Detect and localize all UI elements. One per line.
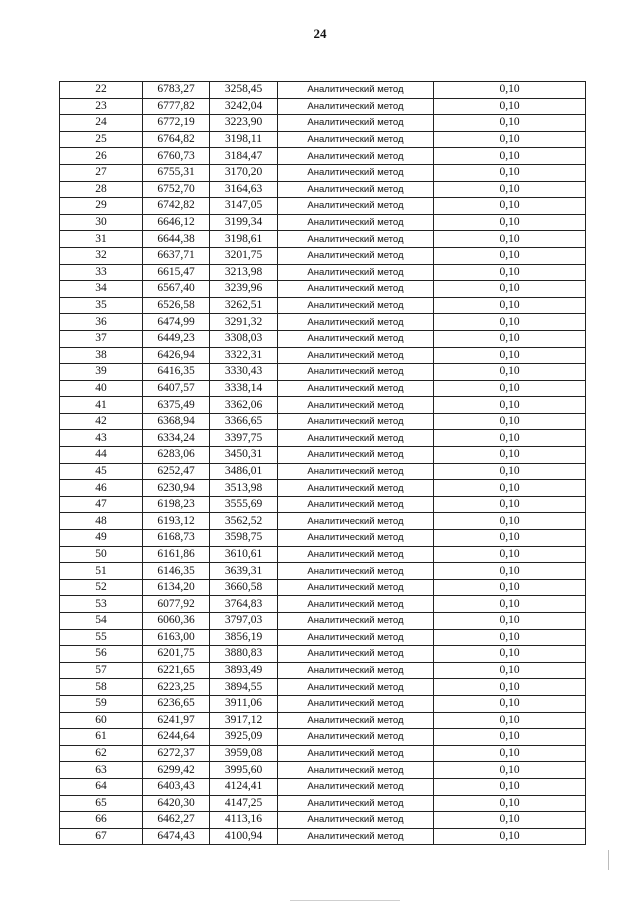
coordinate-x-cell: 6403,43 xyxy=(143,778,210,795)
coordinates-table-body xyxy=(60,82,586,845)
coordinate-x-cell: 6760,73 xyxy=(143,148,210,165)
coordinate-x-cell: 6637,71 xyxy=(143,247,210,264)
coordinate-y-cell: 3995,60 xyxy=(210,762,278,779)
accuracy-cell: 0,10 xyxy=(434,82,586,99)
point-number-cell: 59 xyxy=(60,695,143,712)
coordinate-x-cell: 6615,47 xyxy=(143,264,210,281)
method-cell: Аналитический метод xyxy=(278,447,434,464)
table-row xyxy=(60,795,586,812)
point-number-cell: 63 xyxy=(60,762,143,779)
point-number-cell: 50 xyxy=(60,546,143,563)
scan-artifact-mark xyxy=(608,850,609,870)
coordinate-x-cell: 6060,36 xyxy=(143,613,210,630)
accuracy-cell: 0,10 xyxy=(434,695,586,712)
method-cell: Аналитический метод xyxy=(278,812,434,829)
coordinate-y-cell: 3366,65 xyxy=(210,413,278,430)
coordinate-x-cell: 6252,47 xyxy=(143,463,210,480)
point-number-cell: 65 xyxy=(60,795,143,812)
coordinate-y-cell: 3797,03 xyxy=(210,613,278,630)
coordinate-x-cell: 6420,30 xyxy=(143,795,210,812)
accuracy-cell: 0,10 xyxy=(434,447,586,464)
point-number-cell: 25 xyxy=(60,131,143,148)
method-cell: Аналитический метод xyxy=(278,198,434,215)
table-row xyxy=(60,181,586,198)
coordinate-x-cell: 6077,92 xyxy=(143,596,210,613)
table-row xyxy=(60,463,586,480)
coordinate-x-cell: 6646,12 xyxy=(143,214,210,231)
accuracy-cell: 0,10 xyxy=(434,679,586,696)
accuracy-cell: 0,10 xyxy=(434,795,586,812)
method-cell: Аналитический метод xyxy=(278,513,434,530)
table-row xyxy=(60,729,586,746)
method-cell: Аналитический метод xyxy=(278,530,434,547)
coordinate-y-cell: 3184,47 xyxy=(210,148,278,165)
table-row xyxy=(60,695,586,712)
method-cell: Аналитический метод xyxy=(278,662,434,679)
coordinate-y-cell: 3147,05 xyxy=(210,198,278,215)
coordinate-x-cell: 6236,65 xyxy=(143,695,210,712)
coordinate-y-cell: 3562,52 xyxy=(210,513,278,530)
method-cell: Аналитический метод xyxy=(278,646,434,663)
table-row xyxy=(60,480,586,497)
accuracy-cell: 0,10 xyxy=(434,480,586,497)
point-number-cell: 60 xyxy=(60,712,143,729)
coordinate-x-cell: 6168,73 xyxy=(143,530,210,547)
table-row xyxy=(60,413,586,430)
coordinate-y-cell: 3201,75 xyxy=(210,247,278,264)
table-row xyxy=(60,115,586,132)
accuracy-cell: 0,10 xyxy=(434,596,586,613)
table-row xyxy=(60,496,586,513)
coordinate-y-cell: 3925,09 xyxy=(210,729,278,746)
coordinate-x-cell: 6375,49 xyxy=(143,397,210,414)
coordinate-y-cell: 3764,83 xyxy=(210,596,278,613)
point-number-cell: 39 xyxy=(60,364,143,381)
coordinate-y-cell: 3397,75 xyxy=(210,430,278,447)
point-number-cell: 36 xyxy=(60,314,143,331)
coordinate-x-cell: 6755,31 xyxy=(143,164,210,181)
method-cell: Аналитический метод xyxy=(278,380,434,397)
table-row xyxy=(60,397,586,414)
table-row xyxy=(60,828,586,845)
table-row xyxy=(60,563,586,580)
accuracy-cell: 0,10 xyxy=(434,181,586,198)
method-cell: Аналитический метод xyxy=(278,712,434,729)
coordinate-y-cell: 3362,06 xyxy=(210,397,278,414)
coordinate-y-cell: 3170,20 xyxy=(210,164,278,181)
coordinate-y-cell: 3164,63 xyxy=(210,181,278,198)
accuracy-cell: 0,10 xyxy=(434,729,586,746)
accuracy-cell: 0,10 xyxy=(434,98,586,115)
coordinate-x-cell: 6764,82 xyxy=(143,131,210,148)
point-number-cell: 66 xyxy=(60,812,143,829)
point-number-cell: 41 xyxy=(60,397,143,414)
accuracy-cell: 0,10 xyxy=(434,546,586,563)
point-number-cell: 35 xyxy=(60,297,143,314)
point-number-cell: 40 xyxy=(60,380,143,397)
method-cell: Аналитический метод xyxy=(278,613,434,630)
coordinate-x-cell: 6201,75 xyxy=(143,646,210,663)
table-row xyxy=(60,82,586,99)
accuracy-cell: 0,10 xyxy=(434,231,586,248)
table-row xyxy=(60,347,586,364)
accuracy-cell: 0,10 xyxy=(434,629,586,646)
method-cell: Аналитический метод xyxy=(278,430,434,447)
accuracy-cell: 0,10 xyxy=(434,613,586,630)
coordinate-y-cell: 3513,98 xyxy=(210,480,278,497)
method-cell: Аналитический метод xyxy=(278,546,434,563)
point-number-cell: 42 xyxy=(60,413,143,430)
coordinates-table xyxy=(59,81,586,845)
point-number-cell: 22 xyxy=(60,82,143,99)
coordinate-y-cell: 3322,31 xyxy=(210,347,278,364)
coordinate-x-cell: 6146,35 xyxy=(143,563,210,580)
coordinate-x-cell: 6462,27 xyxy=(143,812,210,829)
coordinate-x-cell: 6407,57 xyxy=(143,380,210,397)
point-number-cell: 27 xyxy=(60,164,143,181)
point-number-cell: 47 xyxy=(60,496,143,513)
table-row xyxy=(60,613,586,630)
coordinate-x-cell: 6474,43 xyxy=(143,828,210,845)
accuracy-cell: 0,10 xyxy=(434,563,586,580)
coordinate-x-cell: 6334,24 xyxy=(143,430,210,447)
method-cell: Аналитический метод xyxy=(278,413,434,430)
point-number-cell: 61 xyxy=(60,729,143,746)
point-number-cell: 43 xyxy=(60,430,143,447)
point-number-cell: 49 xyxy=(60,530,143,547)
point-number-cell: 51 xyxy=(60,563,143,580)
method-cell: Аналитический метод xyxy=(278,762,434,779)
table-row xyxy=(60,98,586,115)
table-row xyxy=(60,264,586,281)
table-row xyxy=(60,364,586,381)
coordinate-x-cell: 6299,42 xyxy=(143,762,210,779)
accuracy-cell: 0,10 xyxy=(434,662,586,679)
method-cell: Аналитический метод xyxy=(278,231,434,248)
table-row xyxy=(60,281,586,298)
point-number-cell: 54 xyxy=(60,613,143,630)
accuracy-cell: 0,10 xyxy=(434,530,586,547)
accuracy-cell: 0,10 xyxy=(434,264,586,281)
coordinate-y-cell: 3258,45 xyxy=(210,82,278,99)
table-row xyxy=(60,812,586,829)
method-cell: Аналитический метод xyxy=(278,828,434,845)
coordinate-y-cell: 3639,31 xyxy=(210,563,278,580)
point-number-cell: 33 xyxy=(60,264,143,281)
coordinate-y-cell: 3308,03 xyxy=(210,330,278,347)
table-row xyxy=(60,198,586,215)
coordinate-y-cell: 4124,41 xyxy=(210,778,278,795)
method-cell: Аналитический метод xyxy=(278,397,434,414)
point-number-cell: 62 xyxy=(60,745,143,762)
coordinate-y-cell: 3213,98 xyxy=(210,264,278,281)
accuracy-cell: 0,10 xyxy=(434,413,586,430)
method-cell: Аналитический метод xyxy=(278,297,434,314)
coordinate-x-cell: 6283,06 xyxy=(143,447,210,464)
accuracy-cell: 0,10 xyxy=(434,778,586,795)
point-number-cell: 45 xyxy=(60,463,143,480)
accuracy-cell: 0,10 xyxy=(434,380,586,397)
coordinate-x-cell: 6449,23 xyxy=(143,330,210,347)
point-number-cell: 37 xyxy=(60,330,143,347)
point-number-cell: 55 xyxy=(60,629,143,646)
coordinate-x-cell: 6163,00 xyxy=(143,629,210,646)
table-row xyxy=(60,513,586,530)
coordinate-y-cell: 3338,14 xyxy=(210,380,278,397)
method-cell: Аналитический метод xyxy=(278,629,434,646)
point-number-cell: 34 xyxy=(60,281,143,298)
accuracy-cell: 0,10 xyxy=(434,115,586,132)
method-cell: Аналитический метод xyxy=(278,330,434,347)
table-row xyxy=(60,530,586,547)
method-cell: Аналитический метод xyxy=(278,778,434,795)
table-row xyxy=(60,629,586,646)
accuracy-cell: 0,10 xyxy=(434,646,586,663)
table-row xyxy=(60,546,586,563)
method-cell: Аналитический метод xyxy=(278,679,434,696)
point-number-cell: 28 xyxy=(60,181,143,198)
coordinate-x-cell: 6161,86 xyxy=(143,546,210,563)
table-row xyxy=(60,297,586,314)
coordinate-x-cell: 6526,58 xyxy=(143,297,210,314)
method-cell: Аналитический метод xyxy=(278,463,434,480)
coordinate-x-cell: 6241,97 xyxy=(143,712,210,729)
method-cell: Аналитический метод xyxy=(278,164,434,181)
point-number-cell: 57 xyxy=(60,662,143,679)
accuracy-cell: 0,10 xyxy=(434,712,586,729)
method-cell: Аналитический метод xyxy=(278,364,434,381)
coordinate-x-cell: 6752,70 xyxy=(143,181,210,198)
point-number-cell: 24 xyxy=(60,115,143,132)
table-row xyxy=(60,247,586,264)
coordinate-y-cell: 3291,32 xyxy=(210,314,278,331)
table-row xyxy=(60,380,586,397)
coordinate-y-cell: 3959,08 xyxy=(210,745,278,762)
accuracy-cell: 0,10 xyxy=(434,762,586,779)
coordinate-x-cell: 6474,99 xyxy=(143,314,210,331)
accuracy-cell: 0,10 xyxy=(434,281,586,298)
coordinate-y-cell: 3198,11 xyxy=(210,131,278,148)
method-cell: Аналитический метод xyxy=(278,729,434,746)
table-row xyxy=(60,131,586,148)
point-number-cell: 52 xyxy=(60,579,143,596)
coordinate-x-cell: 6426,94 xyxy=(143,347,210,364)
coordinate-x-cell: 6368,94 xyxy=(143,413,210,430)
accuracy-cell: 0,10 xyxy=(434,148,586,165)
point-number-cell: 46 xyxy=(60,480,143,497)
coordinate-x-cell: 6772,19 xyxy=(143,115,210,132)
coordinate-y-cell: 3880,83 xyxy=(210,646,278,663)
coordinate-x-cell: 6567,40 xyxy=(143,281,210,298)
coordinate-y-cell: 3486,01 xyxy=(210,463,278,480)
coordinate-y-cell: 3450,31 xyxy=(210,447,278,464)
accuracy-cell: 0,10 xyxy=(434,513,586,530)
coordinate-x-cell: 6272,37 xyxy=(143,745,210,762)
accuracy-cell: 0,10 xyxy=(434,364,586,381)
coordinate-y-cell: 3330,43 xyxy=(210,364,278,381)
table-row xyxy=(60,164,586,181)
point-number-cell: 56 xyxy=(60,646,143,663)
coordinate-y-cell: 3198,61 xyxy=(210,231,278,248)
point-number-cell: 67 xyxy=(60,828,143,845)
point-number-cell: 48 xyxy=(60,513,143,530)
coordinate-x-cell: 6221,65 xyxy=(143,662,210,679)
method-cell: Аналитический метод xyxy=(278,131,434,148)
table-row xyxy=(60,430,586,447)
scan-artifact-line xyxy=(290,900,400,901)
coordinate-y-cell: 3856,19 xyxy=(210,629,278,646)
method-cell: Аналитический метод xyxy=(278,596,434,613)
method-cell: Аналитический метод xyxy=(278,563,434,580)
accuracy-cell: 0,10 xyxy=(434,214,586,231)
accuracy-cell: 0,10 xyxy=(434,496,586,513)
method-cell: Аналитический метод xyxy=(278,314,434,331)
point-number-cell: 26 xyxy=(60,148,143,165)
table-row xyxy=(60,646,586,663)
accuracy-cell: 0,10 xyxy=(434,314,586,331)
accuracy-cell: 0,10 xyxy=(434,430,586,447)
coordinate-y-cell: 3199,34 xyxy=(210,214,278,231)
table-row xyxy=(60,712,586,729)
table-row xyxy=(60,314,586,331)
point-number-cell: 31 xyxy=(60,231,143,248)
accuracy-cell: 0,10 xyxy=(434,579,586,596)
coordinate-y-cell: 4113,16 xyxy=(210,812,278,829)
method-cell: Аналитический метод xyxy=(278,795,434,812)
point-number-cell: 38 xyxy=(60,347,143,364)
point-number-cell: 30 xyxy=(60,214,143,231)
method-cell: Аналитический метод xyxy=(278,695,434,712)
method-cell: Аналитический метод xyxy=(278,247,434,264)
coordinate-y-cell: 3555,69 xyxy=(210,496,278,513)
coordinate-y-cell: 3598,75 xyxy=(210,530,278,547)
accuracy-cell: 0,10 xyxy=(434,297,586,314)
coordinate-y-cell: 3262,51 xyxy=(210,297,278,314)
coordinate-x-cell: 6230,94 xyxy=(143,480,210,497)
accuracy-cell: 0,10 xyxy=(434,198,586,215)
accuracy-cell: 0,10 xyxy=(434,347,586,364)
method-cell: Аналитический метод xyxy=(278,347,434,364)
coordinate-x-cell: 6416,35 xyxy=(143,364,210,381)
coordinate-x-cell: 6193,12 xyxy=(143,513,210,530)
point-number-cell: 44 xyxy=(60,447,143,464)
accuracy-cell: 0,10 xyxy=(434,330,586,347)
coordinate-x-cell: 6644,38 xyxy=(143,231,210,248)
coordinate-x-cell: 6742,82 xyxy=(143,198,210,215)
table-row xyxy=(60,778,586,795)
table-row xyxy=(60,148,586,165)
method-cell: Аналитический метод xyxy=(278,281,434,298)
coordinate-y-cell: 3893,49 xyxy=(210,662,278,679)
accuracy-cell: 0,10 xyxy=(434,397,586,414)
method-cell: Аналитический метод xyxy=(278,181,434,198)
method-cell: Аналитический метод xyxy=(278,82,434,99)
coordinate-y-cell: 3223,90 xyxy=(210,115,278,132)
accuracy-cell: 0,10 xyxy=(434,463,586,480)
point-number-cell: 53 xyxy=(60,596,143,613)
point-number-cell: 64 xyxy=(60,778,143,795)
coordinate-y-cell: 4147,25 xyxy=(210,795,278,812)
accuracy-cell: 0,10 xyxy=(434,812,586,829)
accuracy-cell: 0,10 xyxy=(434,131,586,148)
coordinate-y-cell: 3894,55 xyxy=(210,679,278,696)
table-row xyxy=(60,679,586,696)
point-number-cell: 23 xyxy=(60,98,143,115)
accuracy-cell: 0,10 xyxy=(434,164,586,181)
point-number-cell: 32 xyxy=(60,247,143,264)
coordinate-y-cell: 3242,04 xyxy=(210,98,278,115)
method-cell: Аналитический метод xyxy=(278,480,434,497)
coordinate-x-cell: 6244,64 xyxy=(143,729,210,746)
table-row xyxy=(60,579,586,596)
method-cell: Аналитический метод xyxy=(278,98,434,115)
method-cell: Аналитический метод xyxy=(278,579,434,596)
accuracy-cell: 0,10 xyxy=(434,247,586,264)
table-row xyxy=(60,447,586,464)
table-row xyxy=(60,662,586,679)
coordinate-x-cell: 6223,25 xyxy=(143,679,210,696)
coordinate-y-cell: 3239,96 xyxy=(210,281,278,298)
point-number-cell: 29 xyxy=(60,198,143,215)
accuracy-cell: 0,10 xyxy=(434,745,586,762)
coordinate-y-cell: 3660,58 xyxy=(210,579,278,596)
coordinate-y-cell: 4100,94 xyxy=(210,828,278,845)
table-row xyxy=(60,214,586,231)
point-number-cell: 58 xyxy=(60,679,143,696)
method-cell: Аналитический метод xyxy=(278,745,434,762)
method-cell: Аналитический метод xyxy=(278,264,434,281)
method-cell: Аналитический метод xyxy=(278,214,434,231)
coordinate-y-cell: 3610,61 xyxy=(210,546,278,563)
table-row xyxy=(60,762,586,779)
coordinate-x-cell: 6783,27 xyxy=(143,82,210,99)
table-row xyxy=(60,596,586,613)
method-cell: Аналитический метод xyxy=(278,115,434,132)
coordinate-y-cell: 3917,12 xyxy=(210,712,278,729)
coordinate-y-cell: 3911,06 xyxy=(210,695,278,712)
accuracy-cell: 0,10 xyxy=(434,828,586,845)
method-cell: Аналитический метод xyxy=(278,496,434,513)
coordinate-x-cell: 6134,20 xyxy=(143,579,210,596)
coordinate-x-cell: 6777,82 xyxy=(143,98,210,115)
coordinate-x-cell: 6198,23 xyxy=(143,496,210,513)
table-row xyxy=(60,231,586,248)
table-row xyxy=(60,330,586,347)
table-row xyxy=(60,745,586,762)
method-cell: Аналитический метод xyxy=(278,148,434,165)
page-number: 24 xyxy=(313,26,327,41)
